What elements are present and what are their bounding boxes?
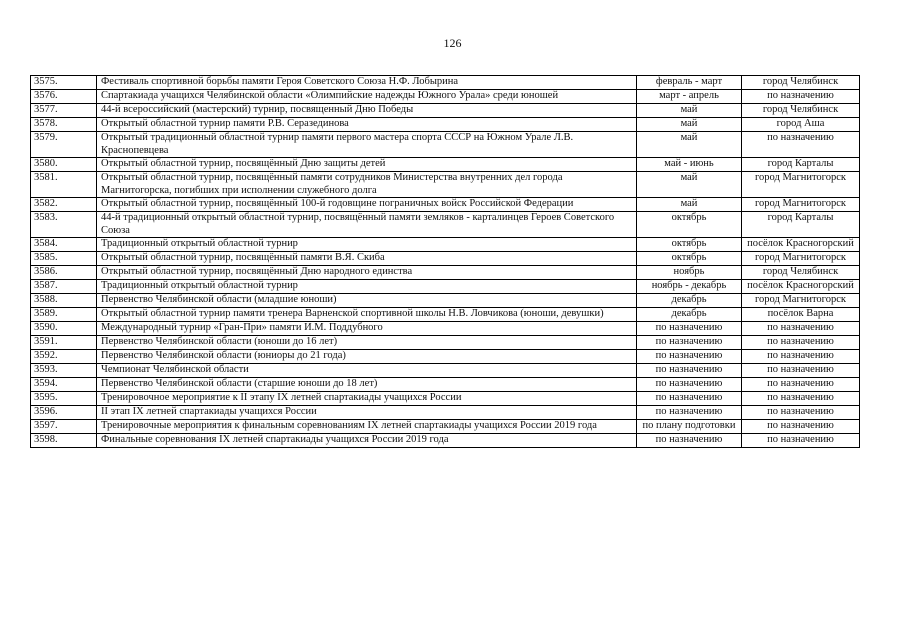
table-row (31, 378, 860, 392)
table-row (31, 158, 860, 172)
event-date: ноябрь (637, 266, 742, 280)
event-place: город Магнитогорск (742, 198, 860, 212)
event-place: посёлок Красногорский (742, 238, 860, 252)
event-place: по назначению (742, 90, 860, 104)
event-date: по назначению (637, 350, 742, 364)
event-name: Традиционный открытый областной турнир (97, 238, 637, 252)
event-number: 3582. (31, 198, 97, 212)
table-row (31, 104, 860, 118)
event-name: Открытый областной турнир, посвящённый памяти В.Я. Скиба (97, 252, 637, 266)
table-row (31, 212, 860, 238)
event-date: ноябрь - декабрь (637, 280, 742, 294)
event-date: май - июнь (637, 158, 742, 172)
event-number: 3578. (31, 118, 97, 132)
event-number: 3597. (31, 420, 97, 434)
events-table (30, 75, 860, 448)
table-row (31, 280, 860, 294)
table-row (31, 76, 860, 90)
event-name: 44-й традиционный открытый областной турнир, посвящённый памяти земляков - карталинцев Героев Советского Союза (97, 212, 637, 238)
table-row (31, 172, 860, 198)
event-number: 3595. (31, 392, 97, 406)
event-date: февраль - март (637, 76, 742, 90)
event-date: май (637, 172, 742, 198)
event-date: октябрь (637, 238, 742, 252)
event-name: Открытый традиционный областной турнир памяти первого мастера спорта СССР на Южном Урале Л.В. Краснопевцева (97, 132, 637, 158)
event-number: 3581. (31, 172, 97, 198)
table-row (31, 132, 860, 158)
event-name: Финальные соревнования IX летней спартакиады учащихся России 2019 года (97, 434, 637, 448)
event-name: Тренировочное мероприятие к II этапу IX летней спартакиады учащихся России (97, 392, 637, 406)
event-place: посёлок Красногорский (742, 280, 860, 294)
event-number: 3575. (31, 76, 97, 90)
event-date: май (637, 132, 742, 158)
event-number: 3584. (31, 238, 97, 252)
event-place: по назначению (742, 378, 860, 392)
table-row (31, 364, 860, 378)
event-name: II этап IX летней спартакиады учащихся России (97, 406, 637, 420)
event-date: декабрь (637, 308, 742, 322)
table-row (31, 294, 860, 308)
event-name: Тренировочные мероприятия к финальным соревнованиям IX летней спартакиады учащихся России 2019 года (97, 420, 637, 434)
event-number: 3594. (31, 378, 97, 392)
event-place: по назначению (742, 420, 860, 434)
event-name: 44-й всероссийский (мастерский) турнир, посвященный Дню Победы (97, 104, 637, 118)
event-place: по назначению (742, 322, 860, 336)
event-date: по назначению (637, 364, 742, 378)
event-place: город Челябинск (742, 104, 860, 118)
page-number: 126 (443, 36, 462, 50)
event-date: октябрь (637, 212, 742, 238)
event-place: по назначению (742, 350, 860, 364)
event-date: по назначению (637, 322, 742, 336)
event-name: Чемпионат Челябинской области (97, 364, 637, 378)
event-number: 3592. (31, 350, 97, 364)
event-number: 3588. (31, 294, 97, 308)
event-number: 3579. (31, 132, 97, 158)
event-date: по назначению (637, 434, 742, 448)
table-row (31, 406, 860, 420)
event-place: по назначению (742, 392, 860, 406)
event-name: Открытый областной турнир памяти Р.В. Серазединова (97, 118, 637, 132)
event-place: город Челябинск (742, 266, 860, 280)
event-number: 3598. (31, 434, 97, 448)
event-name: Международный турнир «Гран-При» памяти И.М. Поддубного (97, 322, 637, 336)
event-date: по назначению (637, 406, 742, 420)
event-date: октябрь (637, 252, 742, 266)
event-date: по назначению (637, 378, 742, 392)
table-row (31, 266, 860, 280)
table-row (31, 90, 860, 104)
event-name: Открытый областной турнир, посвящённый 100-й годовщине пограничных войск Российской Федерации (97, 198, 637, 212)
table-row (31, 322, 860, 336)
event-place: по назначению (742, 364, 860, 378)
event-place: по назначению (742, 132, 860, 158)
event-date: по плану подготовки (637, 420, 742, 434)
event-date: декабрь (637, 294, 742, 308)
event-name: Первенство Челябинской области (старшие юноши до 18 лет) (97, 378, 637, 392)
table-row (31, 434, 860, 448)
event-place: город Магнитогорск (742, 172, 860, 198)
event-number: 3593. (31, 364, 97, 378)
event-name: Открытый областной турнир, посвящённый Дню защиты детей (97, 158, 637, 172)
event-number: 3585. (31, 252, 97, 266)
event-number: 3587. (31, 280, 97, 294)
event-number: 3580. (31, 158, 97, 172)
event-date: по назначению (637, 336, 742, 350)
event-number: 3577. (31, 104, 97, 118)
table-row (31, 392, 860, 406)
event-number: 3596. (31, 406, 97, 420)
table-row (31, 198, 860, 212)
event-name: Первенство Челябинской области (юниоры до 21 года) (97, 350, 637, 364)
events-table-body (31, 76, 860, 448)
table-row (31, 308, 860, 322)
event-place: по назначению (742, 336, 860, 350)
event-name: Фестиваль спортивной борьбы памяти Героя Советского Союза Н.Ф. Лобырина (97, 76, 637, 90)
event-place: город Магнитогорск (742, 252, 860, 266)
table-row (31, 336, 860, 350)
event-name: Первенство Челябинской области (младшие юноши) (97, 294, 637, 308)
event-place: город Челябинск (742, 76, 860, 90)
event-number: 3591. (31, 336, 97, 350)
event-number: 3586. (31, 266, 97, 280)
event-name: Спартакиада учащихся Челябинской области «Олимпийские надежды Южного Урала» среди юношей (97, 90, 637, 104)
event-name: Открытый областной турнир памяти тренера Варненской спортивной школы Н.В. Ловчикова (юноши, девушки) (97, 308, 637, 322)
event-name: Первенство Челябинской области (юноши до 16 лет) (97, 336, 637, 350)
event-number: 3590. (31, 322, 97, 336)
event-number: 3583. (31, 212, 97, 238)
event-number: 3576. (31, 90, 97, 104)
event-number: 3589. (31, 308, 97, 322)
event-name: Традиционный открытый областной турнир (97, 280, 637, 294)
event-name: Открытый областной турнир, посвящённый Дню народного единства (97, 266, 637, 280)
event-place: посёлок Варна (742, 308, 860, 322)
event-date: май (637, 198, 742, 212)
event-place: по назначению (742, 434, 860, 448)
table-row (31, 118, 860, 132)
event-place: по назначению (742, 406, 860, 420)
event-place: город Карталы (742, 212, 860, 238)
table-row (31, 252, 860, 266)
event-date: май (637, 118, 742, 132)
table-row (31, 350, 860, 364)
table-row (31, 238, 860, 252)
event-name: Открытый областной турнир, посвящённый памяти сотрудников Министерства внутренних дел города Магнитогорска, погибших при исполнении служебного долга (97, 172, 637, 198)
event-place: город Аша (742, 118, 860, 132)
event-date: март - апрель (637, 90, 742, 104)
event-place: город Магнитогорск (742, 294, 860, 308)
table-row (31, 420, 860, 434)
event-place: город Карталы (742, 158, 860, 172)
event-date: по назначению (637, 392, 742, 406)
event-date: май (637, 104, 742, 118)
